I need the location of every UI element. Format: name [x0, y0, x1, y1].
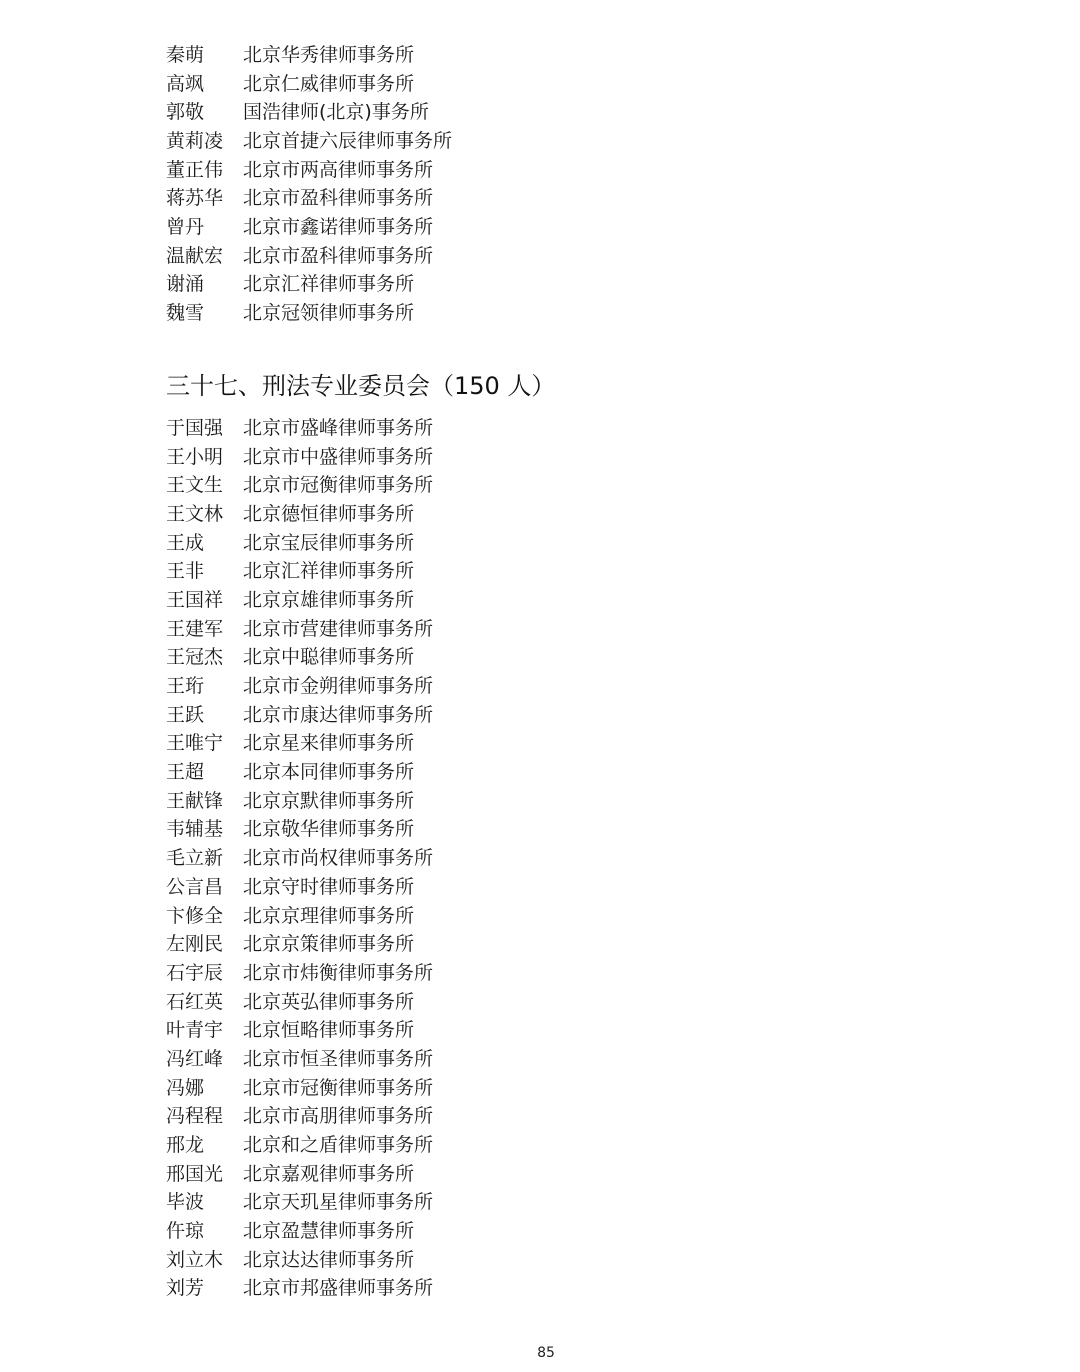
member-row [166, 871, 433, 900]
member-name: 冯程程 [166, 1105, 224, 1128]
member-row [166, 297, 452, 326]
member-name: 石宇辰 [166, 961, 224, 984]
law-firm-name: 北京汇祥律师事务所 [243, 273, 415, 296]
law-firm-name: 北京市中盛律师事务所 [243, 445, 434, 468]
member-row [166, 498, 433, 527]
law-firm-name: 北京英弘律师事务所 [243, 990, 415, 1013]
member-name: 王跃 [166, 703, 205, 726]
law-firm-name: 北京市恒圣律师事务所 [243, 1047, 434, 1070]
member-name: 郭敬 [166, 101, 205, 124]
member-name: 蒋苏华 [166, 187, 224, 210]
member-row [166, 412, 433, 441]
member-name: 毛立新 [166, 847, 224, 870]
member-row [166, 584, 433, 613]
law-firm-name: 北京市康达律师事务所 [243, 703, 434, 726]
law-firm-name: 北京敬华律师事务所 [243, 818, 415, 841]
member-row [166, 269, 452, 298]
law-firm-name: 北京中聪律师事务所 [243, 646, 415, 669]
section-heading: 三十七、刑法专业委员会（150 人） [166, 372, 556, 400]
member-row [166, 1244, 433, 1273]
member-name: 王建军 [166, 617, 224, 640]
member-name: 邢国光 [166, 1162, 224, 1185]
law-firm-name: 北京市高朋律师事务所 [243, 1105, 434, 1128]
member-row [166, 756, 433, 785]
law-firm-name: 北京京雄律师事务所 [243, 588, 415, 611]
member-name: 王国祥 [166, 588, 224, 611]
member-name: 魏雪 [166, 302, 205, 325]
member-row [166, 1101, 433, 1130]
law-firm-name: 北京京理律师事务所 [243, 904, 415, 927]
law-firm-name: 北京市两高律师事务所 [243, 158, 434, 181]
law-firm-name: 北京市鑫诺律师事务所 [243, 215, 434, 238]
member-name: 仵琼 [166, 1220, 205, 1243]
law-firm-name: 北京恒略律师事务所 [243, 1019, 415, 1042]
law-firm-name: 北京市金朔律师事务所 [243, 675, 434, 698]
member-name: 王珩 [166, 675, 205, 698]
law-firm-name: 北京本同律师事务所 [243, 761, 415, 784]
member-name: 黄莉凌 [166, 129, 224, 152]
member-row [166, 96, 452, 125]
law-firm-name: 北京首捷六辰律师事务所 [243, 129, 453, 152]
member-row [166, 1129, 433, 1158]
law-firm-name: 北京达达律师事务所 [243, 1248, 415, 1271]
member-row [166, 125, 452, 154]
member-name: 于国强 [166, 416, 224, 439]
member-row [166, 555, 433, 584]
law-firm-name: 北京天玑星律师事务所 [243, 1191, 434, 1214]
member-row [166, 1014, 433, 1043]
member-row [166, 728, 433, 757]
member-name: 邢龙 [166, 1134, 205, 1157]
member-name: 卞修全 [166, 904, 224, 927]
member-name: 冯红峰 [166, 1047, 224, 1070]
member-name: 董正伟 [166, 158, 224, 181]
member-row [166, 39, 452, 68]
member-row [166, 986, 433, 1015]
member-row [166, 469, 433, 498]
criminal-law-committee-member-list [166, 412, 433, 1301]
member-name: 王冠杰 [166, 646, 224, 669]
member-row [166, 670, 433, 699]
law-firm-name: 北京嘉观律师事务所 [243, 1162, 415, 1185]
member-row [166, 613, 433, 642]
member-name: 刘立木 [166, 1248, 224, 1271]
member-name: 王成 [166, 531, 205, 554]
law-firm-name: 北京仁威律师事务所 [243, 72, 415, 95]
law-firm-name: 北京和之盾律师事务所 [243, 1134, 434, 1157]
law-firm-name: 北京冠领律师事务所 [243, 302, 415, 325]
member-row [166, 1273, 433, 1302]
law-firm-name: 北京市尚权律师事务所 [243, 847, 434, 870]
member-name: 韦辅基 [166, 818, 224, 841]
member-name: 左刚民 [166, 933, 224, 956]
law-firm-name: 北京宝辰律师事务所 [243, 531, 415, 554]
law-firm-name: 北京华秀律师事务所 [243, 43, 415, 66]
member-row [166, 842, 433, 871]
law-firm-name: 北京市盈科律师事务所 [243, 187, 434, 210]
member-row [166, 900, 433, 929]
law-firm-name: 北京星来律师事务所 [243, 732, 415, 755]
member-row [166, 957, 433, 986]
member-name: 叶青宇 [166, 1019, 224, 1042]
member-row [166, 68, 452, 97]
page-number: 85 [537, 1345, 555, 1361]
member-row [166, 1072, 433, 1101]
law-firm-name: 北京市炜衡律师事务所 [243, 961, 434, 984]
member-row [166, 182, 452, 211]
member-row [166, 1215, 433, 1244]
member-row [166, 1158, 433, 1187]
member-name: 石红英 [166, 990, 224, 1013]
member-name: 王超 [166, 761, 205, 784]
member-name: 刘芳 [166, 1277, 205, 1300]
law-firm-name: 北京京策律师事务所 [243, 933, 415, 956]
member-name: 公言昌 [166, 875, 224, 898]
member-name: 高飒 [166, 72, 205, 95]
member-row [166, 1187, 433, 1216]
law-firm-name: 北京市冠衡律师事务所 [243, 474, 434, 497]
member-row [166, 642, 433, 671]
law-firm-name: 北京德恒律师事务所 [243, 502, 415, 525]
member-name: 王献锋 [166, 789, 224, 812]
member-row [166, 1043, 433, 1072]
law-firm-name: 北京市盈科律师事务所 [243, 244, 434, 267]
member-name: 谢涌 [166, 273, 205, 296]
law-firm-name: 北京市盛峰律师事务所 [243, 416, 434, 439]
member-name: 秦萌 [166, 43, 205, 66]
law-firm-name: 北京守时律师事务所 [243, 875, 415, 898]
member-row [166, 699, 433, 728]
law-firm-name: 北京市营建律师事务所 [243, 617, 434, 640]
law-firm-name: 北京汇祥律师事务所 [243, 560, 415, 583]
member-list-continued [166, 39, 452, 326]
member-row [166, 928, 433, 957]
law-firm-name: 北京盈慧律师事务所 [243, 1220, 415, 1243]
member-name: 毕波 [166, 1191, 205, 1214]
member-row [166, 211, 452, 240]
member-row [166, 240, 452, 269]
member-name: 王非 [166, 560, 205, 583]
member-name: 王小明 [166, 445, 224, 468]
member-row [166, 441, 433, 470]
member-name: 王文林 [166, 502, 224, 525]
member-name: 王文生 [166, 474, 224, 497]
member-row [166, 154, 452, 183]
member-row [166, 814, 433, 843]
law-firm-name: 国浩律师(北京)事务所 [243, 101, 429, 124]
member-row [166, 527, 433, 556]
member-name: 冯娜 [166, 1076, 205, 1099]
law-firm-name: 北京市邦盛律师事务所 [243, 1277, 434, 1300]
member-row [166, 785, 433, 814]
law-firm-name: 北京京默律师事务所 [243, 789, 415, 812]
member-name: 温献宏 [166, 244, 224, 267]
member-name: 曾丹 [166, 215, 205, 238]
law-firm-name: 北京市冠衡律师事务所 [243, 1076, 434, 1099]
member-name: 王唯宁 [166, 732, 224, 755]
